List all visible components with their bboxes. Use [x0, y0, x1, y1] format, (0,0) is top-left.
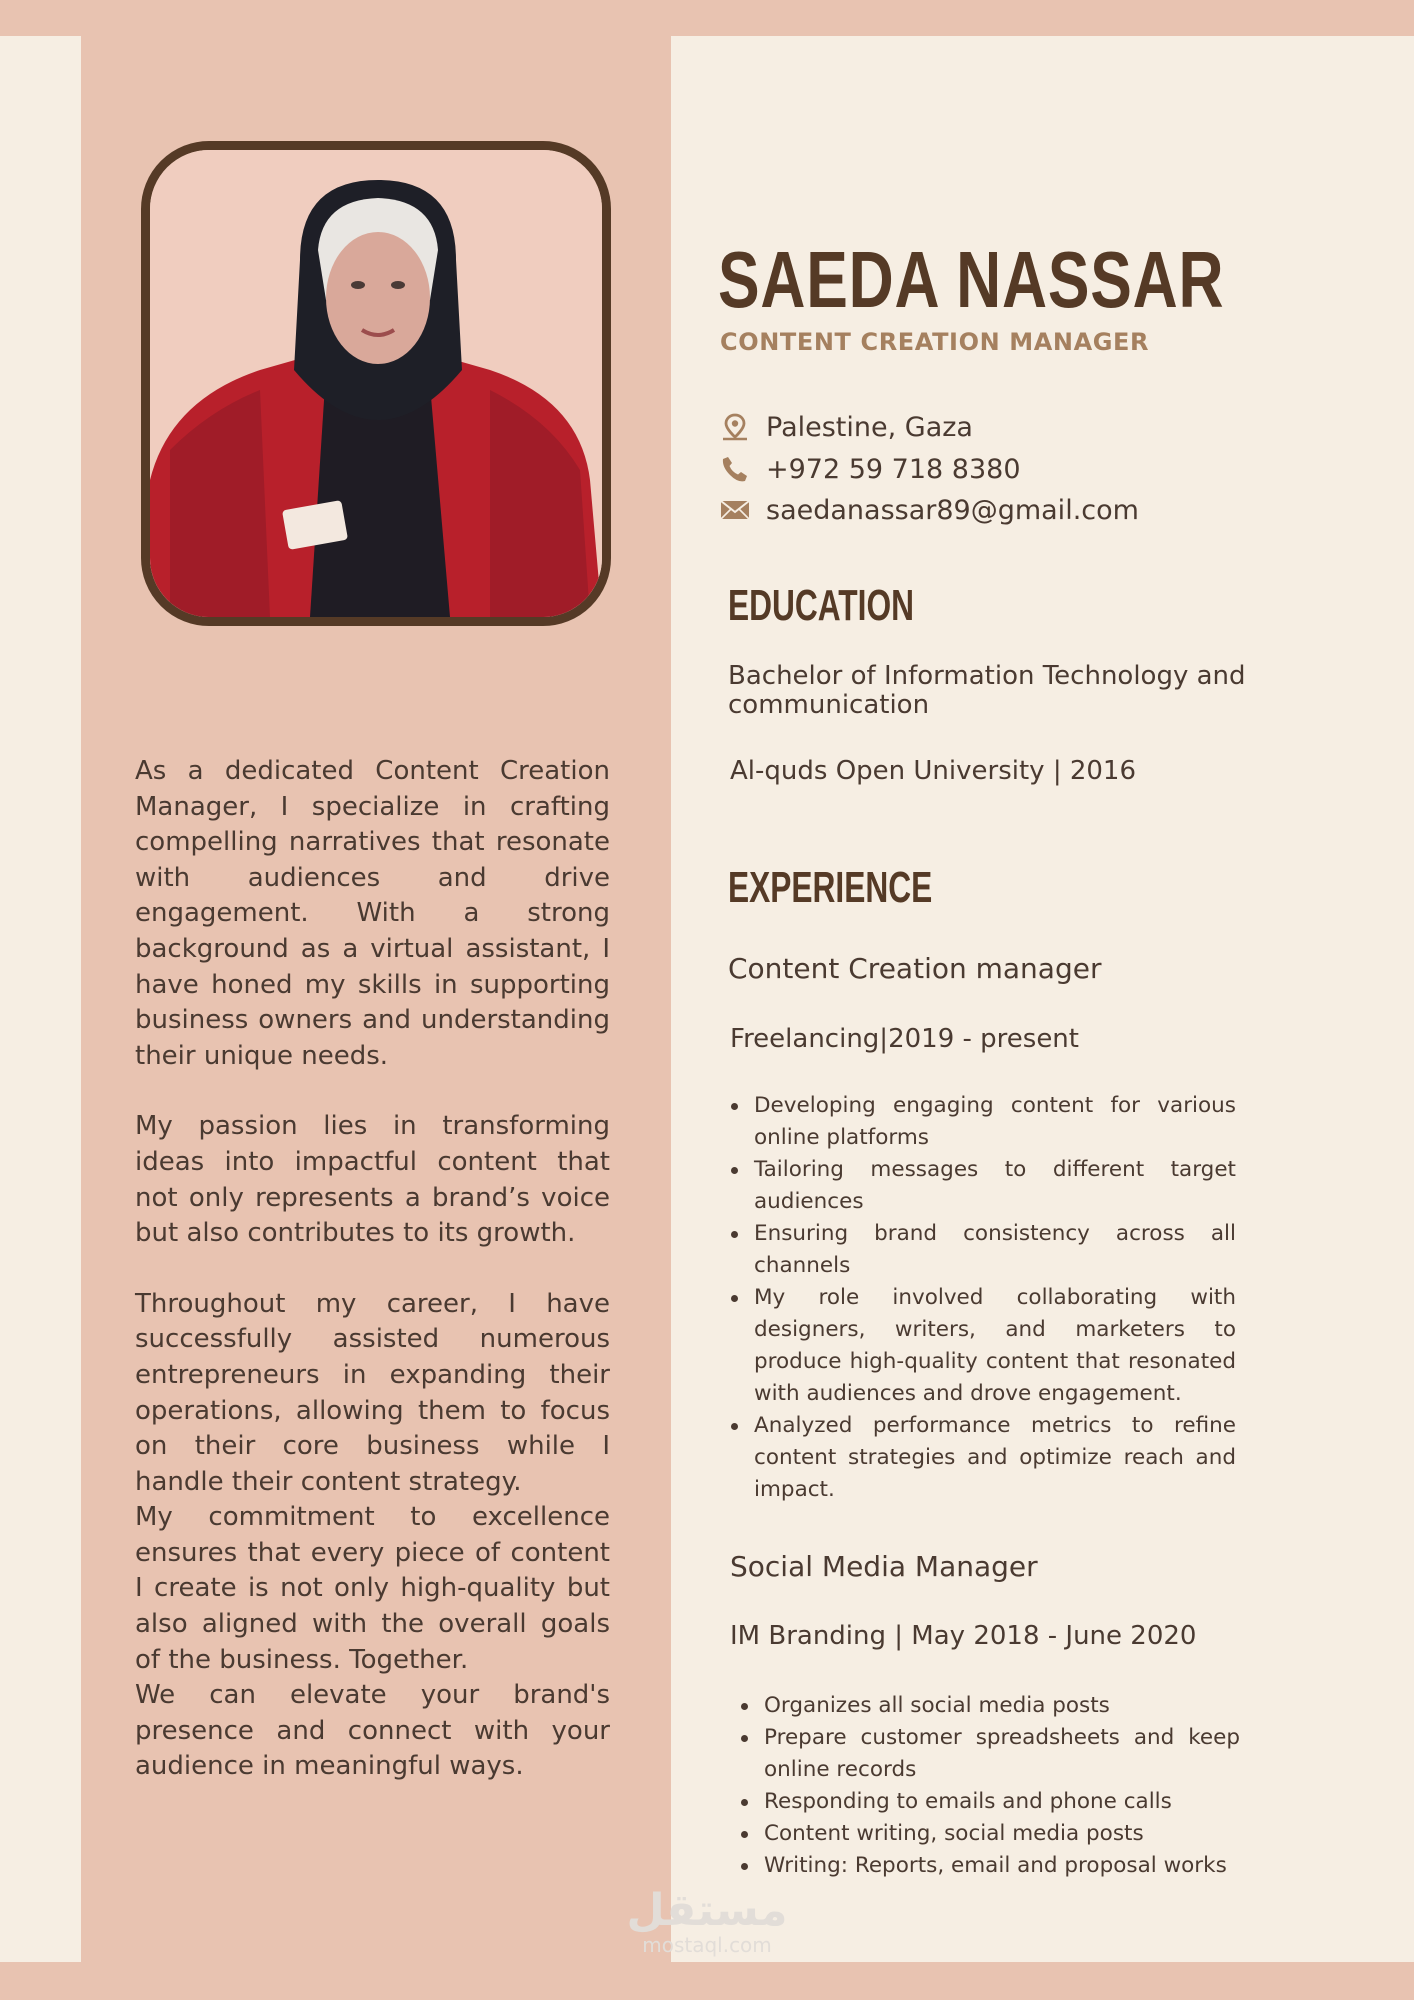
list-item: My role involved collaborating with designers, writers, and marketers to produce high-quality content that resonated with audiences and drove engagement.	[728, 1282, 1236, 1410]
list-item: Developing engaging content for various online platforms	[728, 1090, 1236, 1154]
watermark	[622, 1885, 792, 1957]
bio-paragraph: My commitment to excellence ensures that every piece of content I create is not only high-quality but also aligned with the overall goals of the business. Together.	[135, 1502, 610, 1675]
bio-text	[135, 754, 610, 1785]
location-pin-icon	[720, 412, 750, 442]
education-degree: Bachelor of Information Technology and communication	[728, 661, 1246, 720]
bottom-band	[0, 1962, 1414, 2000]
contact-email	[720, 492, 1139, 528]
list-item: Tailoring messages to different target audiences	[728, 1154, 1236, 1218]
bio-paragraph: We can elevate your brand's presence and connect with your audience in meaningful ways.	[135, 1680, 610, 1782]
bio-paragraph: As a dedicated Content Creation Manager, I specialize in crafting compelling narratives that resonate with audiences and drive engagement. With a strong background as a virtual assistant, I have honed my skills in supporting business owners and understanding their unique needs.	[135, 756, 610, 1071]
job-title: Social Media Manager	[730, 1550, 1038, 1583]
portrait-illustration	[150, 150, 602, 617]
contact-text: +972 59 718 8380	[766, 453, 1021, 485]
contact-text: Palestine, Gaza	[766, 411, 973, 443]
list-item: Writing: Reports, email and proposal works	[738, 1850, 1240, 1882]
envelope-icon	[720, 495, 750, 525]
watermark-logo: مستقل	[626, 1885, 788, 1936]
candidate-role: CONTENT CREATION MANAGER	[720, 328, 1150, 356]
contact-phone	[720, 451, 1021, 487]
list-item: Responding to emails and phone calls	[738, 1786, 1240, 1818]
job-meta: IM Branding | May 2018 - June 2020	[730, 1621, 1197, 1651]
list-item: Analyzed performance metrics to refine content strategies and optimize reach and impact.	[728, 1410, 1236, 1506]
experience-heading: EXPERIENCE	[728, 863, 933, 912]
top-band	[0, 0, 1414, 36]
list-item: Prepare customer spreadsheets and keep online records	[738, 1722, 1240, 1786]
job-meta: Freelancing|2019 - present	[730, 1024, 1079, 1054]
job-bullets	[728, 1090, 1236, 1506]
education-heading: EDUCATION	[728, 581, 914, 630]
contact-location	[720, 409, 973, 445]
bio-paragraph: Throughout my career, I have successfully assisted numerous entrepreneurs in expanding their operations, allowing them to focus on their core business while I handle their content strategy.	[135, 1288, 610, 1497]
phone-icon	[720, 454, 750, 484]
watermark-url: mostaql.com	[642, 1933, 772, 1957]
job-bullets	[738, 1690, 1240, 1882]
education-school: Al-quds Open University | 2016	[730, 756, 1137, 786]
contact-text: saedanassar89@gmail.com	[766, 494, 1139, 526]
bio-paragraph: My passion lies in transforming ideas into impactful content that not only represents a brand’s voice but also contributes to its growth.	[135, 1111, 610, 1249]
list-item: Organizes all social media posts	[738, 1690, 1240, 1722]
list-item: Content writing, social media posts	[738, 1818, 1240, 1850]
list-item: Ensuring brand consistency across all channels	[728, 1218, 1236, 1282]
job-title: Content Creation manager	[728, 952, 1102, 985]
candidate-name: SAEDA NASSAR	[718, 235, 1225, 324]
profile-photo	[141, 141, 611, 626]
